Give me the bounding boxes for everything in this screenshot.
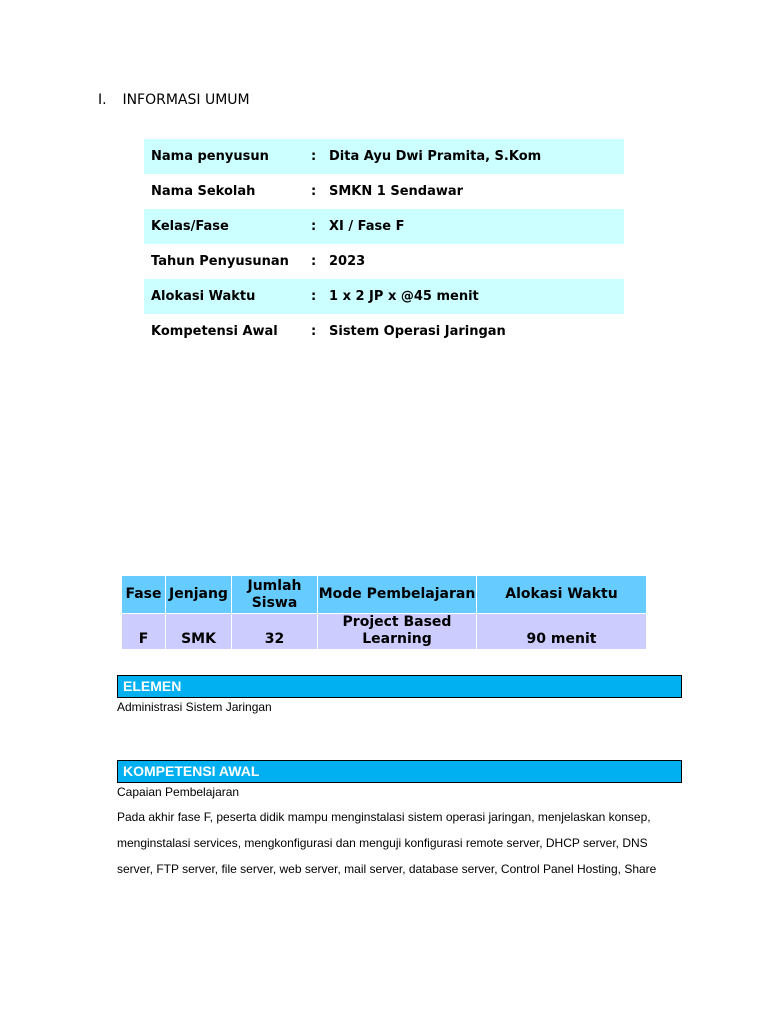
paragraph-line: server, FTP server, file server, web server, mail server, database server, Control Panel Hosting, Share (117, 862, 657, 876)
header-alokasi-waktu: Alokasi Waktu (477, 576, 647, 614)
header-fase: Fase (122, 576, 166, 614)
elemen-heading: ELEMEN (117, 675, 682, 698)
info-separator: : (311, 149, 317, 164)
cell-fase: F (122, 614, 166, 650)
section-title: INFORMASI UMUM (122, 92, 250, 108)
info-row-alokasi (144, 279, 624, 314)
info-label: Nama penyusun (151, 149, 269, 164)
info-value: XI / Fase F (329, 219, 405, 234)
info-value: Sistem Operasi Jaringan (329, 324, 506, 339)
info-row-kelas (144, 209, 624, 244)
info-label: Kompetensi Awal (151, 324, 278, 339)
info-value: 1 x 2 JP x @45 menit (329, 289, 479, 304)
elemen-text: Administrasi Sistem Jaringan (117, 700, 272, 714)
info-row-kompetensi (144, 314, 624, 349)
paragraph-line: menginstalasi services, mengkonfigurasi dan menguji konfigurasi remote server, DHCP server, DNS (117, 836, 648, 850)
info-separator: : (311, 184, 317, 199)
cell-jenjang: SMK (166, 614, 232, 650)
info-label: Alokasi Waktu (151, 289, 256, 304)
table-header-row (122, 576, 647, 614)
cell-alokasi-waktu: 90 menit (477, 614, 647, 650)
table-row (122, 614, 647, 650)
capaian-subheading: Capaian Pembelajaran (117, 785, 240, 799)
info-separator: : (311, 324, 317, 339)
info-row-tahun (144, 244, 624, 279)
info-value: 2023 (329, 254, 366, 269)
section-number: I. (98, 92, 107, 108)
kompetensi-heading: KOMPETENSI AWAL (117, 760, 682, 783)
general-info-table (144, 139, 624, 349)
paragraph-line: Pada akhir fase F, peserta didik mampu menginstalasi sistem operasi jaringan, menjelaskan konsep, (117, 810, 651, 824)
info-separator: : (311, 289, 317, 304)
class-info-table (121, 575, 647, 650)
info-separator: : (311, 219, 317, 234)
capaian-paragraph (117, 804, 679, 882)
info-row-sekolah (144, 174, 624, 209)
header-jumlah-siswa: Jumlah Siswa (232, 576, 318, 614)
cell-jumlah-siswa: 32 (232, 614, 318, 650)
info-value: SMKN 1 Sendawar (329, 184, 464, 199)
cell-mode-pembelajaran: Project Based Learning (318, 614, 477, 650)
info-row-penyusun (144, 139, 624, 174)
info-value: Dita Ayu Dwi Pramita, S.Kom (329, 149, 542, 164)
section-heading (98, 92, 250, 108)
info-separator: : (311, 254, 317, 269)
header-mode-pembelajaran: Mode Pembelajaran (318, 576, 477, 614)
info-label: Tahun Penyusunan (151, 254, 289, 269)
header-jenjang: Jenjang (166, 576, 232, 614)
info-label: Kelas/Fase (151, 219, 229, 234)
info-label: Nama Sekolah (151, 184, 256, 199)
